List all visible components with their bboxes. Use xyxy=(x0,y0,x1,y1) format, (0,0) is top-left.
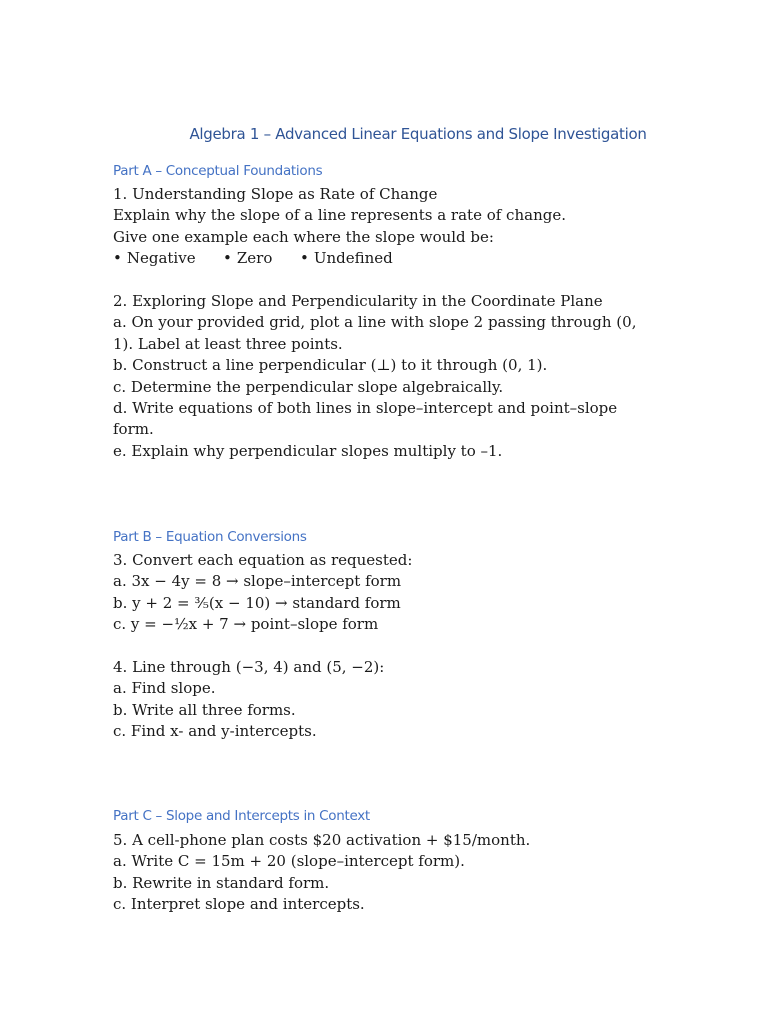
bullet-item-negative: • Negative xyxy=(113,249,196,268)
part-a-heading: Part A – Conceptual Foundations xyxy=(113,163,323,179)
question-1-bullet-list xyxy=(113,248,653,269)
question-5-part-a: a. Write C = 15m + 20 (slope–intercept form). xyxy=(113,852,465,871)
bullet-dot-icon: • xyxy=(113,249,122,268)
question-5-part-b: b. Rewrite in standard form. xyxy=(113,873,330,892)
question-3-part-a: a. 3x − 4y = 8 → slope–intercept form xyxy=(113,572,402,591)
question-4-title: 4. Line through (−3, 4) and (5, −2): xyxy=(113,658,385,676)
part-b-heading: Part B – Equation Conversions xyxy=(113,529,307,545)
bullet-item-zero: • Zero xyxy=(223,249,273,268)
question-4-part-a: a. Find slope. xyxy=(113,679,216,698)
bullet-dot-icon: • xyxy=(223,249,232,268)
question-1-title: 1. Understanding Slope as Rate of Change xyxy=(113,185,438,203)
question-3-part-c: c. y = −½x + 7 → point–slope form xyxy=(113,615,379,634)
question-2-block xyxy=(113,291,653,462)
question-1-block xyxy=(113,184,653,270)
question-3-title: 3. Convert each equation as requested: xyxy=(113,551,413,569)
question-3-block xyxy=(113,550,653,636)
bullet-item-undefined: • Undefined xyxy=(300,249,393,268)
question-2-part-a: a. On your provided grid, plot a line with slope 2 passing through (0, 1). Label at least three points. xyxy=(113,313,637,353)
bullet-dot-icon: • xyxy=(300,249,309,268)
question-2-part-d: d. Write equations of both lines in slope–intercept and point–slope form. xyxy=(113,399,618,439)
question-4-part-b: b. Write all three forms. xyxy=(113,700,296,719)
question-5-title: 5. A cell-phone plan costs $20 activation + $15/month. xyxy=(113,831,531,849)
page-title: Algebra 1 – Advanced Linear Equations and Slope Investigation xyxy=(189,125,647,143)
question-2-title: 2. Exploring Slope and Perpendicularity in the Coordinate Plane xyxy=(113,292,603,310)
question-5-part-c: c. Interpret slope and intercepts. xyxy=(113,895,365,914)
question-4-block xyxy=(113,657,653,743)
part-c-heading: Part C – Slope and Intercepts in Context xyxy=(113,808,370,824)
question-1-line-2: Give one example each where the slope would be: xyxy=(113,227,494,246)
question-2-part-b: b. Construct a line perpendicular (⊥) to it through (0, 1). xyxy=(113,356,548,375)
question-2-part-e: e. Explain why perpendicular slopes multiply to –1. xyxy=(113,441,503,460)
question-3-part-b: b. y + 2 = ⅗(x − 10) → standard form xyxy=(113,593,401,612)
question-1-line-1: Explain why the slope of a line represents a rate of change. xyxy=(113,206,566,225)
question-2-part-c: c. Determine the perpendicular slope algebraically. xyxy=(113,377,504,396)
question-5-block xyxy=(113,830,653,916)
question-4-part-c: c. Find x- and y-intercepts. xyxy=(113,722,317,741)
